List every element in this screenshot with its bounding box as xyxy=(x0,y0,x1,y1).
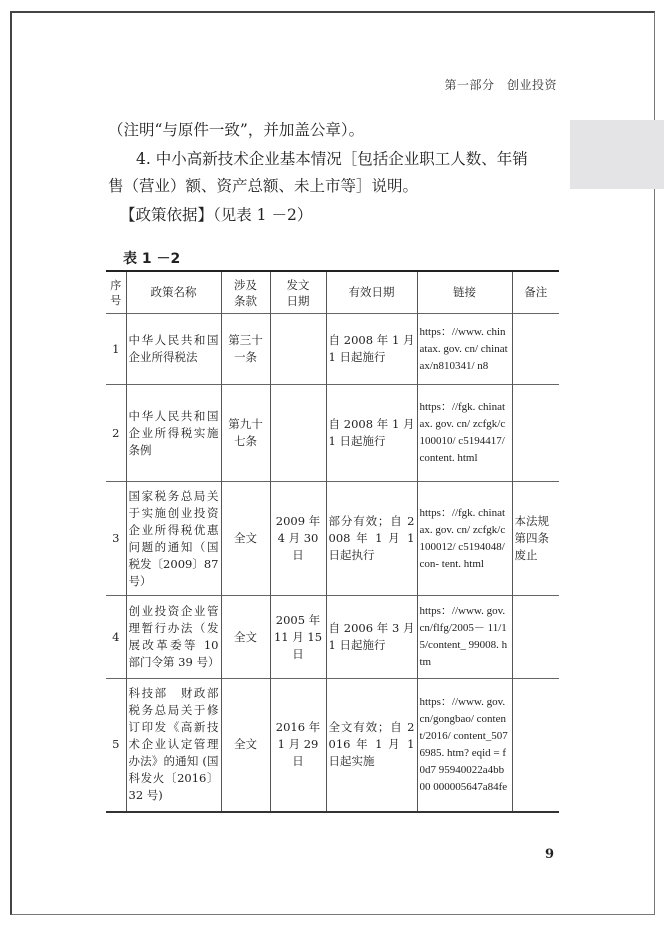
paragraph-1: （注明“与原件一致”，并加盖公章）。 xyxy=(108,121,365,139)
row-num: 1 xyxy=(106,314,126,385)
row-policy-name: 中华人民共和国企业所得税法 xyxy=(126,314,221,385)
row-note xyxy=(512,314,559,385)
header-link: 链接 xyxy=(417,271,512,314)
table-row xyxy=(106,596,559,679)
header-num: 序号 xyxy=(106,271,126,314)
table-row xyxy=(106,482,559,596)
row-valid-date: 全文有效；自 2016 年 1 月 1 日起实施 xyxy=(326,679,417,812)
row-issue-date: 2005 年 11 月 15 日 xyxy=(270,596,326,679)
row-clause: 第三十一条 xyxy=(221,314,270,385)
row-policy-name: 国家税务总局关于实施创业投资企业所得税优惠问题的通知（国税发〔2009〕87 号） xyxy=(126,482,221,596)
table-row xyxy=(106,314,559,385)
row-link[interactable]: https：//www. chinatax. gov. cn/ chinatax/n810341/ n8 xyxy=(417,314,512,385)
header-clause: 涉及条款 xyxy=(221,271,270,314)
policy-table xyxy=(106,270,559,813)
running-head: 第一部分 创业投资 xyxy=(444,78,557,92)
header-name: 政策名称 xyxy=(126,271,221,314)
row-policy-name: 中华人民共和国企业所得税实施条例 xyxy=(126,385,221,482)
row-link[interactable]: https：//fgk. chinatax. gov. cn/ zcfgk/c100012/ c5194048/con- tent. html xyxy=(417,482,512,596)
row-issue-date: 2009 年 4 月 30 日 xyxy=(270,482,326,596)
row-clause: 全文 xyxy=(221,596,270,679)
paragraph-2: 4. 中小高新技术企业基本情况［包括企业职工人数、年销 xyxy=(136,150,528,168)
row-num: 5 xyxy=(106,679,126,812)
row-clause: 第九十七条 xyxy=(221,385,270,482)
row-issue-date xyxy=(270,385,326,482)
table-row xyxy=(106,385,559,482)
row-policy-name: 科技部 财政部 税务总局关于修订印发《高新技术企业认定管理办法》的通知 (国科发火〔2016〕 32 号) xyxy=(126,679,221,812)
row-note xyxy=(512,596,559,679)
row-clause: 全文 xyxy=(221,482,270,596)
row-num: 4 xyxy=(106,596,126,679)
row-note xyxy=(512,385,559,482)
section-tab-marker xyxy=(570,120,664,189)
row-policy-name: 创业投资企业管理暂行办法（发展改革委等 10 部门令第 39 号） xyxy=(126,596,221,679)
row-issue-date xyxy=(270,314,326,385)
table-header-row xyxy=(106,271,559,314)
row-valid-date: 自 2006 年 3 月 1 日起施行 xyxy=(326,596,417,679)
page-number: 9 xyxy=(545,847,555,862)
header-valid-date: 有效日期 xyxy=(326,271,417,314)
row-valid-date: 自 2008 年 1 月 1 日起施行 xyxy=(326,385,417,482)
header-note: 备注 xyxy=(512,271,559,314)
row-valid-date: 部分有效；自 2008 年 1 月 1 日起执行 xyxy=(326,482,417,596)
row-link[interactable]: https：//www. gov. cn/flfg/2005－ 11/15/content_ 99008. htm xyxy=(417,596,512,679)
table-caption: 表 1 －2 xyxy=(123,251,181,267)
row-num: 2 xyxy=(106,385,126,482)
row-link[interactable]: https：//fgk. chinatax. gov. cn/ zcfgk/c100010/ c5194417/content. html xyxy=(417,385,512,482)
row-valid-date: 自 2008 年 1 月 1 日起施行 xyxy=(326,314,417,385)
row-note: 本法规第四条废止 xyxy=(512,482,559,596)
row-note xyxy=(512,679,559,812)
table-row xyxy=(106,679,559,812)
header-issue-date: 发文日期 xyxy=(270,271,326,314)
policy-basis-heading: 【政策依据】（见表 1 －2） xyxy=(120,206,313,224)
row-num: 3 xyxy=(106,482,126,596)
paragraph-3: 售（营业）额、资产总额、未上市等］说明。 xyxy=(108,177,419,195)
row-clause: 全文 xyxy=(221,679,270,812)
row-issue-date: 2016 年 1 月 29 日 xyxy=(270,679,326,812)
row-link[interactable]: https：//www. gov. cn/gongbao/ content/2016/ content_5076985. htm? eqid = f0d7 95940022a4bb00 000005647a84fe xyxy=(417,679,512,812)
